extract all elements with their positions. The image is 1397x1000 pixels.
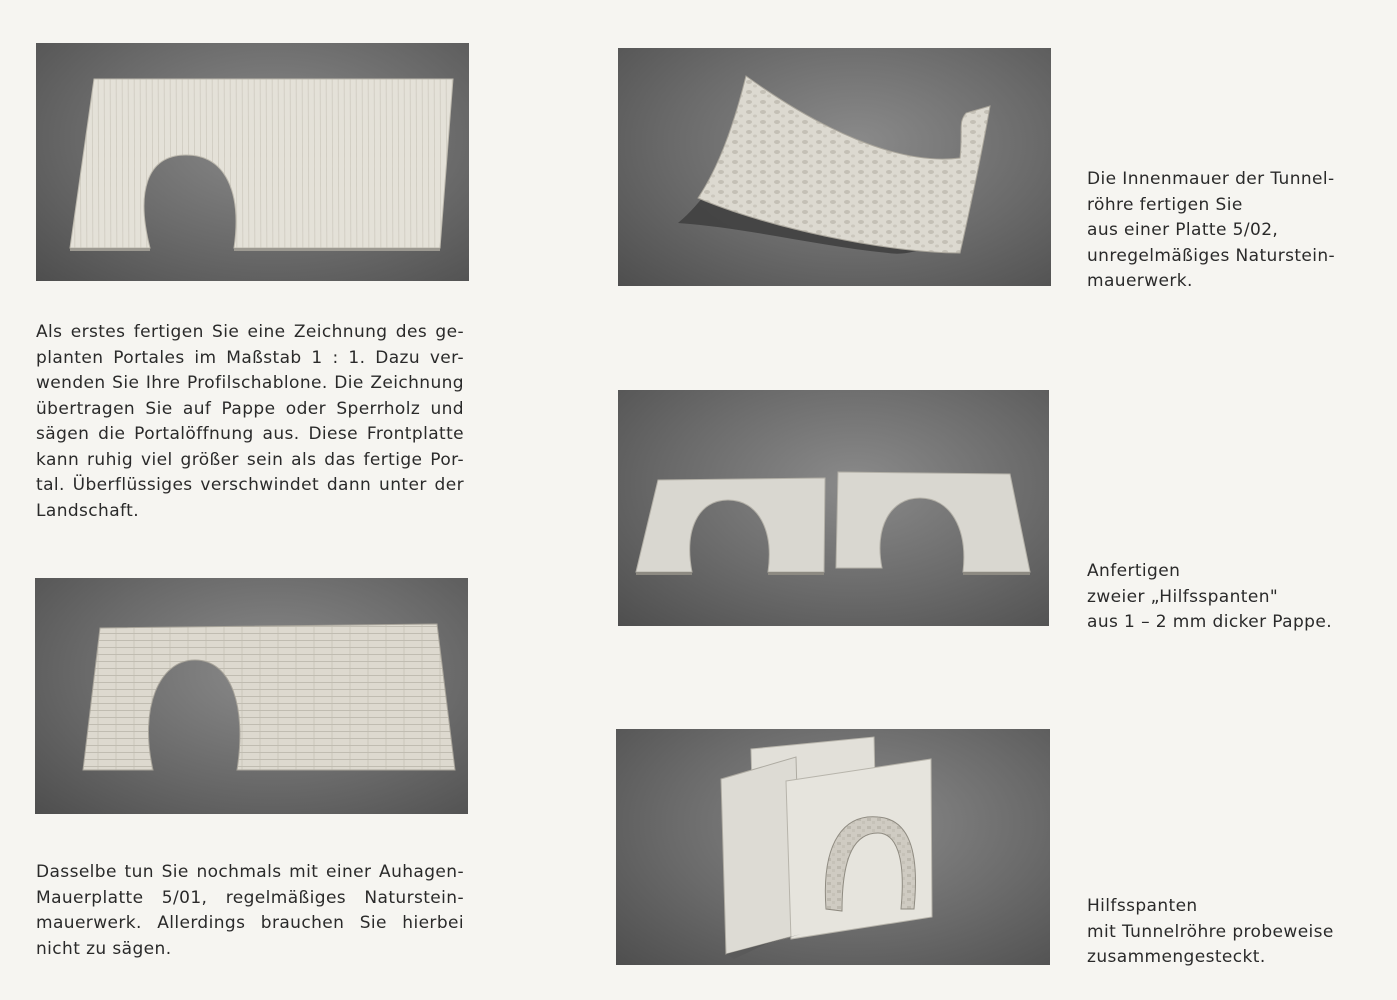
text-line: Hilfsspanten	[1087, 896, 1198, 916]
text-line: Als erstes fertigen Sie eine Zeichnung des ge-	[36, 322, 464, 342]
text-line: kann ruhig viel größer sein als das fertige Por-	[36, 449, 464, 470]
text-line: wenden Sie Ihre Profilschablone. Die Zeichnung	[36, 373, 464, 393]
text-line: zweier „Hilfsspanten"	[1087, 586, 1279, 607]
assembled-frames-illustration	[616, 729, 1050, 965]
photo-assembled-frames	[616, 729, 1050, 965]
caption-inner-wall	[1087, 167, 1387, 295]
auxiliary-frames-illustration	[618, 390, 1049, 626]
text-line: planten Portales im Maßstab 1 : 1. Dazu ver-	[36, 347, 464, 368]
caption-assembled-frames	[1087, 894, 1387, 971]
text-line: tal. Überflüssiges verschwindet dann unter der	[36, 475, 464, 495]
stone-plate-illustration	[35, 578, 468, 814]
instruction-paragraph-1	[36, 320, 464, 524]
text-line: zusammengesteckt.	[1087, 947, 1266, 967]
text-line: röhre fertigen Sie	[1087, 194, 1243, 215]
text-line: sägen die Portalöffnung aus. Diese Frontplatte	[36, 424, 464, 444]
photo-curved-inner-wall	[618, 48, 1051, 286]
text-line: mauerwerk. Allerdings brauchen Sie hierbei	[36, 913, 464, 933]
instruction-paragraph-2	[36, 860, 464, 962]
text-line: Dasselbe tun Sie nochmals mit einer Auhagen-	[36, 862, 464, 882]
text-line: aus 1 – 2 mm dicker Pappe.	[1087, 612, 1333, 632]
caption-auxiliary-frames	[1087, 559, 1387, 636]
text-line: Mauerplatte 5/01, regelmäßiges Naturstein-	[36, 887, 464, 908]
text-line: Die Innenmauer der Tunnel-	[1087, 169, 1335, 189]
text-line: unregelmäßiges Naturstein-	[1087, 245, 1336, 266]
text-line: nicht zu sägen.	[36, 938, 172, 959]
text-line: Landschaft.	[36, 500, 140, 521]
text-line: aus einer Platte 5/02,	[1087, 220, 1279, 240]
curved-wall-illustration	[618, 48, 1051, 286]
plywood-plate-illustration	[36, 43, 469, 281]
text-line: mauerwerk.	[1087, 271, 1193, 291]
photo-regular-stone-plate	[35, 578, 468, 814]
text-line: übertragen Sie auf Pappe oder Sperrholz und	[36, 398, 464, 419]
photo-plywood-front-plate	[36, 43, 469, 281]
text-line: Anfertigen	[1087, 561, 1181, 581]
photo-two-auxiliary-frames	[618, 390, 1049, 626]
text-line: mit Tunnelröhre probeweise	[1087, 921, 1334, 942]
